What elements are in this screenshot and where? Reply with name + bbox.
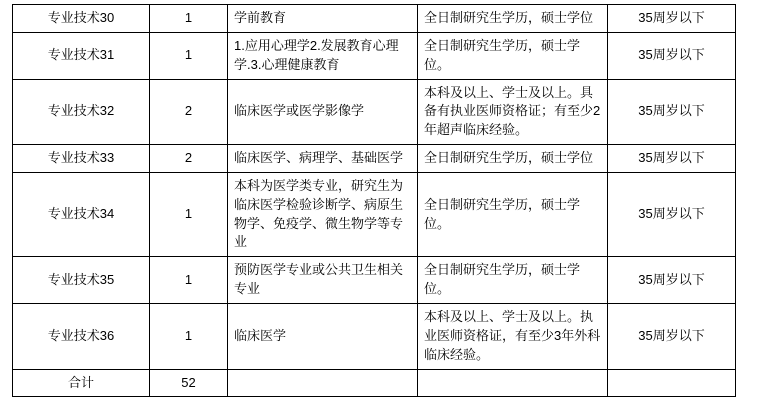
cell-age: 35周岁以下 xyxy=(608,32,736,79)
cell-count: 1 xyxy=(150,32,228,79)
document-page xyxy=(0,4,757,409)
cell-total-major xyxy=(228,369,418,397)
cell-degree: 本科及以上、学士及以上。执业医师资格证，有至少3年外科临床经验。 xyxy=(418,303,608,369)
cell-major: 临床医学、病理学、基础医学 xyxy=(228,145,418,173)
cell-post: 专业技术31 xyxy=(13,32,150,79)
cell-degree: 全日制研究生学历，硕士学位 xyxy=(418,5,608,33)
cell-age: 35周岁以下 xyxy=(608,172,736,256)
table-body xyxy=(13,5,736,397)
table-row xyxy=(13,257,736,304)
table-row xyxy=(13,145,736,173)
table-total-row xyxy=(13,369,736,397)
cell-age: 35周岁以下 xyxy=(608,145,736,173)
cell-degree: 本科及以上、学士及以上。具备有执业医师资格证；有至少2年超声临床经验。 xyxy=(418,79,608,145)
cell-count: 1 xyxy=(150,5,228,33)
cell-degree: 全日制研究生学历，硕士学位 xyxy=(418,145,608,173)
cell-count: 2 xyxy=(150,145,228,173)
cell-age: 35周岁以下 xyxy=(608,303,736,369)
cell-post: 专业技术33 xyxy=(13,145,150,173)
table-row xyxy=(13,172,736,256)
cell-major: 临床医学或医学影像学 xyxy=(228,79,418,145)
cell-post: 专业技术34 xyxy=(13,172,150,256)
cell-total-label: 合计 xyxy=(13,369,150,397)
recruitment-table xyxy=(12,4,736,397)
table-row xyxy=(13,303,736,369)
cell-post: 专业技术35 xyxy=(13,257,150,304)
cell-degree: 全日制研究生学历，硕士学位。 xyxy=(418,32,608,79)
cell-count: 1 xyxy=(150,172,228,256)
cell-post: 专业技术32 xyxy=(13,79,150,145)
cell-degree: 全日制研究生学历，硕士学位。 xyxy=(418,257,608,304)
cell-major: 临床医学 xyxy=(228,303,418,369)
cell-total-age xyxy=(608,369,736,397)
table-row xyxy=(13,79,736,145)
cell-count: 1 xyxy=(150,303,228,369)
cell-age: 35周岁以下 xyxy=(608,5,736,33)
cell-post: 专业技术30 xyxy=(13,5,150,33)
cell-degree: 全日制研究生学历，硕士学位。 xyxy=(418,172,608,256)
cell-major: 1.应用心理学2.发展教育心理学.3.心理健康教育 xyxy=(228,32,418,79)
cell-age: 35周岁以下 xyxy=(608,257,736,304)
cell-major: 预防医学专业或公共卫生相关专业 xyxy=(228,257,418,304)
cell-post: 专业技术36 xyxy=(13,303,150,369)
cell-major: 本科为医学类专业，研究生为临床医学检验诊断学、病原生物学、免疫学、微生物学等专业 xyxy=(228,172,418,256)
cell-count: 2 xyxy=(150,79,228,145)
table-row xyxy=(13,5,736,33)
cell-count: 1 xyxy=(150,257,228,304)
cell-total-count: 52 xyxy=(150,369,228,397)
cell-age: 35周岁以下 xyxy=(608,79,736,145)
cell-total-degree xyxy=(418,369,608,397)
cell-major: 学前教育 xyxy=(228,5,418,33)
table-row xyxy=(13,32,736,79)
